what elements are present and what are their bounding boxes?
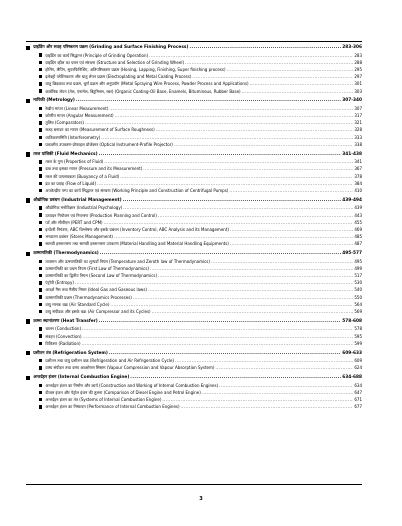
item-title: तापमान और ऊष्मागतिकी का शून्यवाँ नियम (Temperature and Zeroth law of Thermodynamics) (45, 258, 210, 264)
dot-leader (150, 265, 353, 272)
item-title: सामग्री हस्तान्तरण तथा सामग्री हस्तान्तरण उपकरण (Material Handling and Material Handling Equipments) (45, 241, 229, 247)
toc-section (26, 350, 362, 358)
toc-item (26, 340, 362, 347)
item-page: 307 (354, 105, 362, 111)
dot-leader (85, 119, 353, 126)
toc-item (26, 59, 362, 66)
dot-leader (230, 240, 354, 247)
square-bullet-icon (26, 376, 30, 380)
toc-item (26, 212, 362, 219)
square-bullet-icon (39, 107, 42, 110)
square-bullet-icon (39, 334, 42, 337)
dot-leader (174, 141, 354, 148)
item-page: 530 (354, 280, 362, 286)
section-pages: 634-688 (342, 375, 362, 381)
item-title: पर्ट और सीपीएम (PERT and CPM) (45, 219, 103, 225)
dot-leader (109, 350, 341, 358)
dot-leader (83, 333, 354, 340)
dot-leader (76, 97, 341, 105)
dot-leader (104, 158, 353, 165)
dot-leader (149, 52, 353, 59)
dot-leader (110, 301, 353, 308)
square-bullet-icon (26, 351, 30, 355)
item-page: 384 (354, 180, 362, 186)
dot-leader (215, 364, 353, 371)
toc-item (26, 403, 362, 410)
section-title: मापिकी (Metrology) (33, 98, 75, 104)
dot-leader (82, 325, 353, 332)
dot-leader (114, 233, 353, 240)
square-bullet-icon (26, 46, 30, 50)
item-page: 540 (354, 287, 362, 293)
item-page: 303 (354, 88, 362, 94)
dot-leader (75, 279, 353, 286)
toc-section (26, 197, 362, 205)
item-page: 624 (354, 365, 362, 371)
section-title: ग्राइंडिंग और सतह परिष्करण प्रक्रम (Grinding and Surface Finishing Process) (33, 45, 189, 50)
square-bullet-icon (39, 221, 42, 224)
item-title: प्रशीतन तथा वायु प्रशीतन चक्र (Refrigeration and Air Refrigeration Cycle) (45, 358, 174, 364)
square-bullet-icon (26, 152, 30, 156)
square-bullet-icon (39, 288, 42, 291)
dot-leader (202, 389, 354, 396)
item-title: कोणीय मापन (Angular Measurement) (45, 113, 114, 119)
item-page: 495 (354, 258, 362, 264)
item-title: अन्तर्दहन इंजन का निष्पादन (Performance of Internal Combustion Engines) (45, 404, 180, 410)
item-title: ऊष्मागतिकी का द्वितीय नियम (Second Law of Thermodynamics) (45, 273, 158, 279)
toc-item (26, 219, 362, 226)
item-page: 634 (354, 382, 362, 388)
square-bullet-icon (39, 75, 42, 78)
item-title: रेखीय मापन (Linear Measurement) (45, 105, 109, 111)
section-title: अन्तर्दहन इंजन (Internal Combustion Engine) (33, 375, 130, 381)
item-title: प्रकाशीय उपकरण-प्रोफाइल प्रोजेक्टर (Optical Instrument-Profile Projector) (45, 141, 173, 147)
toc-item (26, 265, 362, 272)
toc-item (26, 112, 362, 119)
square-bullet-icon (39, 267, 42, 270)
dot-leader (97, 180, 353, 187)
square-bullet-icon (39, 61, 42, 64)
dot-leader (152, 308, 354, 315)
item-title: संवहन (Convection) (45, 333, 82, 339)
item-page: 328 (354, 127, 362, 133)
square-bullet-icon (39, 310, 42, 313)
dot-leader (123, 197, 342, 205)
dot-leader (82, 340, 354, 347)
square-bullet-icon (39, 182, 42, 185)
square-bullet-icon (26, 319, 30, 323)
item-page: 564 (354, 301, 362, 307)
toc-item (26, 364, 362, 371)
item-page: 550 (354, 294, 362, 300)
dot-leader (130, 374, 341, 382)
item-page: 338 (354, 141, 362, 147)
toc-section (26, 374, 362, 382)
item-title: तरल के गुण (Properties of Fluid) (45, 159, 104, 165)
square-bullet-icon (39, 235, 42, 238)
item-page: 321 (354, 120, 362, 126)
table-of-contents (26, 44, 362, 410)
item-page: 378 (354, 173, 362, 179)
dot-leader (242, 88, 354, 95)
item-page: 410 (354, 187, 362, 193)
dot-leader (229, 187, 353, 194)
square-bullet-icon (26, 252, 30, 256)
toc-item (26, 226, 362, 233)
item-title: इलेक्ट्रो प्लेटिंगकरण और धातु लेपन प्रक्रम (Electroplating and Metal Coating Process) (45, 74, 192, 80)
item-page: 578 (354, 326, 362, 332)
toc-item (26, 240, 362, 247)
item-title: धातु छिड़काव तथा प्रक्रम, चूर्ण प्रक्रम और अनुप्रयोग (Metal Spraying Wire Process, Powder Process and Applications) (45, 81, 249, 87)
toc-section (26, 318, 362, 326)
item-page: 367 (354, 166, 362, 172)
square-bullet-icon (26, 99, 30, 103)
dot-leader (148, 286, 353, 293)
bottom-rule (26, 484, 362, 485)
item-title: ऊष्मागतिकी का प्रथम नियम (First Law of Thermodynamics) (45, 265, 149, 271)
toc-item (26, 279, 362, 286)
square-bullet-icon (39, 213, 42, 216)
section-pages: 578-608 (342, 318, 362, 324)
toc-item (26, 308, 362, 315)
section-title: प्रशीतन तंत्र (Refrigeration System) (33, 350, 108, 356)
item-page: 341 (354, 159, 362, 165)
section-pages: 495-577 (342, 251, 362, 257)
square-bullet-icon (39, 228, 42, 231)
dot-leader (123, 204, 353, 211)
item-page: 295 (354, 66, 362, 72)
item-title: अन्तर्दहन इंजन का तंत्र (Systems of Internal Combustion Engine) (45, 397, 162, 403)
square-bullet-icon (39, 274, 42, 277)
toc-item (26, 286, 362, 293)
toc-item (26, 80, 362, 87)
toc-item (26, 233, 362, 240)
toc-item (26, 173, 362, 180)
section-title: ऊष्मागतिकी (Thermodynamics) (33, 251, 99, 257)
section-pages: 341-438 (342, 151, 362, 157)
item-title: आदर्श गैस तथा गैसीय नियम (Ideal Gas and Gaseous laws) (45, 287, 147, 293)
toc-item (26, 119, 362, 126)
toc-section (26, 151, 362, 159)
item-page: 288 (354, 59, 362, 65)
item-title: द्रव का प्रवाह (Flow of Liquid) (45, 180, 97, 186)
dot-leader (156, 126, 354, 133)
dot-leader (189, 44, 341, 52)
toc-section (26, 250, 362, 258)
dot-leader (99, 151, 342, 159)
toc-section (26, 97, 362, 105)
section-pages: 609-633 (342, 350, 362, 356)
item-title: भण्डारण प्रबंधन (Stores Management) (45, 234, 113, 240)
square-bullet-icon (39, 68, 42, 71)
square-bullet-icon (39, 143, 42, 146)
item-title: डीजल इंजन और पेट्रोल इंजन की तुलना (Comparison of Diesel Engine and Petrol Engine) (45, 389, 201, 395)
square-bullet-icon (39, 136, 42, 139)
square-bullet-icon (39, 281, 42, 284)
top-rule (26, 41, 362, 42)
toc-item (26, 73, 362, 80)
item-title: ग्राइंडिंग व्हील का चयन एवं संरचना (Structure and Selection of Grinding Wheel) (45, 59, 185, 65)
item-title: चालन (Conduction) (45, 326, 82, 332)
toc-item (26, 382, 362, 389)
section-title: तरल यांत्रिकी (Fluid Mechanics) (33, 151, 98, 157)
item-page: 671 (354, 397, 362, 403)
item-title: अन्तर्दहन इंजन का निर्माण और कार्य (Construction and Working of Internal Combustion Engines) (45, 382, 219, 388)
toc-item (26, 258, 362, 265)
square-bullet-icon (39, 128, 42, 131)
item-page: 595 (354, 333, 362, 339)
toc-item (26, 272, 362, 279)
item-title: व्यतिकरणमिति (Interferometry) (45, 134, 101, 140)
dot-leader (250, 80, 354, 87)
toc-item (26, 389, 362, 396)
dot-leader (115, 112, 354, 119)
toc-item (26, 52, 362, 59)
toc-item (26, 141, 362, 148)
item-title: सतह बनावट का मापन (Measurement of Surface Roughness) (45, 127, 155, 133)
toc-item (26, 357, 362, 364)
square-bullet-icon (39, 206, 42, 209)
item-page: 443 (354, 212, 362, 218)
square-bullet-icon (39, 160, 42, 163)
section-title: ऊष्मा स्थानांतरण (Heat Transfer) (33, 318, 98, 324)
square-bullet-icon (39, 295, 42, 298)
square-bullet-icon (39, 391, 42, 394)
item-title: वायु मानक चक्र (Air Standard Cycle) (45, 301, 110, 307)
item-title: एंट्रॉपी (Entropy) (45, 280, 74, 286)
square-bullet-icon (39, 174, 42, 177)
toc-item (26, 396, 362, 403)
item-page: 297 (354, 74, 362, 80)
item-title: औद्योगिक मनोविज्ञान (Industrial Psychology) (45, 205, 123, 211)
square-bullet-icon (39, 405, 42, 408)
square-bullet-icon (39, 114, 42, 117)
item-page: 439 (354, 205, 362, 211)
item-page: 569 (354, 308, 362, 314)
square-bullet-icon (39, 303, 42, 306)
square-bullet-icon (26, 198, 30, 202)
item-title: ग्राइंडिंग का कार्य सिद्धान्त (Principle of Grinding Operation) (45, 52, 149, 58)
square-bullet-icon (39, 359, 42, 362)
item-page: 487 (354, 241, 362, 247)
toc-item (26, 204, 362, 211)
toc-item (26, 66, 362, 73)
item-page: 677 (354, 404, 362, 410)
square-bullet-icon (39, 398, 42, 401)
dot-leader (143, 165, 353, 172)
dot-leader (230, 226, 353, 233)
item-page: 301 (354, 81, 362, 87)
item-title: अपकेन्द्रीय पम्प का कार्य सिद्धान्त एवं संरचना (Working Principle and Construction of Centrifugal Pumps) (45, 187, 229, 193)
dot-leader (120, 173, 353, 180)
section-pages: 439-494 (342, 197, 362, 203)
toc-item (26, 333, 362, 340)
square-bullet-icon (39, 53, 42, 56)
dot-leader (99, 318, 342, 326)
square-bullet-icon (39, 89, 42, 92)
square-bullet-icon (39, 366, 42, 369)
toc-item (26, 105, 362, 112)
dot-leader (211, 258, 353, 265)
item-page: 609 (354, 358, 362, 364)
square-bullet-icon (39, 327, 42, 330)
item-title: उत्पादन नियोजन एवं नियन्त्रण (Production Planning and Control) (45, 212, 157, 218)
item-title: वायु संपीडक और इसके चक्र (Air Compressor and its Cycles) (45, 308, 151, 314)
page-number: 3 (199, 496, 203, 502)
item-title: तुलित्र (Comparators) (45, 120, 84, 126)
dot-leader (100, 250, 342, 258)
item-page: 283 (354, 52, 362, 58)
square-bullet-icon (39, 242, 42, 245)
section-pages: 307-340 (342, 98, 362, 104)
dot-leader (101, 134, 353, 141)
item-page: 599 (354, 340, 362, 346)
item-title: वाष्प संपीडन तथा वाष्प अवशोषण सिस्टम (Vapour Compression and Vapour Absorption System) (45, 365, 215, 371)
square-bullet-icon (39, 260, 42, 263)
toc-item (26, 294, 362, 301)
dot-leader (185, 59, 353, 66)
square-bullet-icon (39, 167, 42, 170)
item-title: होनिंग, लैपिंग, सुपरफिनिशिंग, अतिपरिष्करण प्रक्रम (Honing, Lapping, Finishing, Super finishing process) (45, 66, 226, 72)
square-bullet-icon (39, 189, 42, 192)
toc-item (26, 88, 362, 95)
item-title: दाब तथा इसका मापन (Pressure and its Measurement) (45, 166, 143, 172)
dot-leader (104, 219, 354, 226)
dot-leader (181, 403, 354, 410)
item-page: 517 (354, 273, 362, 279)
dot-leader (227, 66, 354, 73)
dot-leader (162, 396, 353, 403)
toc-item (26, 301, 362, 308)
item-page: 499 (354, 265, 362, 271)
item-title: कार्बनिक लेपन (तेल, एनामेल, बिटुमिनस, रबर) (Organic Coating-Oil Base, Enamels, Bituminous, Rubber Base) (45, 88, 241, 94)
section-pages: 283-306 (342, 45, 362, 50)
item-title: विकिरण (Radiation) (45, 340, 81, 346)
toc-item (26, 126, 362, 133)
square-bullet-icon (39, 121, 42, 124)
item-title: तरल की उत्प्लावकता (Buoyancy of a Fluid) (45, 173, 120, 179)
dot-leader (175, 357, 353, 364)
toc-item (26, 165, 362, 172)
section-title: औद्योगिक प्रबंधन (Industrial Management) (33, 197, 122, 203)
item-page: 469 (354, 226, 362, 232)
dot-leader (219, 382, 353, 389)
item-page: 333 (354, 134, 362, 140)
toc-item (26, 187, 362, 194)
square-bullet-icon (39, 82, 42, 85)
toc-item (26, 180, 362, 187)
item-page: 317 (354, 113, 362, 119)
item-page: 647 (354, 389, 362, 395)
item-title: ऊष्मागतिकी प्रक्रम (Thermodynamics Processes) (45, 294, 132, 300)
item-page: 485 (354, 234, 362, 240)
square-bullet-icon (39, 384, 42, 387)
toc-section (26, 44, 362, 52)
item-page: 455 (354, 219, 362, 225)
dot-leader (133, 294, 354, 301)
toc-item (26, 134, 362, 141)
dot-leader (158, 272, 353, 279)
item-title: इन्वेंटरी नियंत्रण, ABC विश्लेषण और इसके प्रबंधन (Inventory Control, ABC Analysis and its Management) (45, 226, 229, 232)
toc-item (26, 325, 362, 332)
dot-leader (192, 73, 353, 80)
toc-item (26, 158, 362, 165)
dot-leader (158, 212, 353, 219)
dot-leader (109, 105, 353, 112)
square-bullet-icon (39, 342, 42, 345)
